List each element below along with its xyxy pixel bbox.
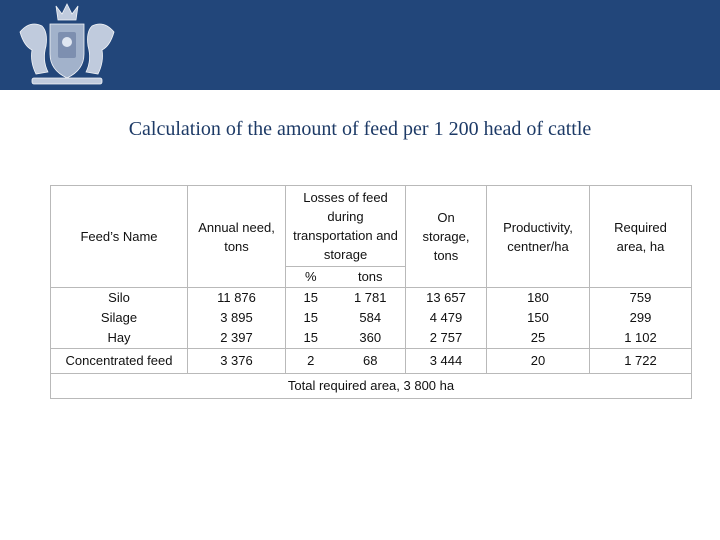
row-concentrated-annual: 3 376 bbox=[188, 349, 286, 374]
row-silage-losses-tons: 584 bbox=[359, 310, 382, 325]
header-productivity-text: Productivity, centner/ha bbox=[503, 219, 573, 254]
row-silo-storage: 13 657 bbox=[406, 288, 487, 309]
row-hay-annual: 2 397 bbox=[188, 328, 286, 349]
row-silage-area: 299 bbox=[590, 308, 692, 328]
feed-calculation-table bbox=[50, 185, 692, 399]
header-feed-name: Feed’s Name bbox=[80, 228, 158, 244]
row-silage-annual: 3 895 bbox=[188, 308, 286, 328]
row-silo-productivity: 180 bbox=[487, 288, 590, 309]
row-hay-name: Hay bbox=[107, 330, 131, 345]
header-annual-need bbox=[188, 186, 286, 288]
header-banner bbox=[0, 0, 720, 90]
header-losses-percent: % bbox=[286, 267, 336, 288]
page-title: Calculation of the amount of feed per 1 200 head of cattle bbox=[128, 118, 592, 140]
row-silage-name: Silage bbox=[100, 310, 138, 325]
row-concentrated-name: Concentrated feed bbox=[51, 349, 188, 374]
row-silo-area: 759 bbox=[590, 288, 692, 309]
row-silo-losses-percent: 15 bbox=[286, 288, 336, 309]
header-on-storage bbox=[406, 186, 487, 288]
row-concentrated-productivity: 20 bbox=[487, 349, 590, 374]
row-hay-storage: 2 757 bbox=[406, 328, 487, 349]
row-silo-losses-tons: 1 781 bbox=[336, 288, 406, 309]
row-concentrated-losses-percent: 2 bbox=[286, 349, 336, 374]
header-productivity bbox=[487, 186, 590, 288]
row-silo-name: Silo bbox=[51, 288, 188, 309]
header-losses-tons: tons bbox=[336, 267, 406, 288]
row-concentrated-area: 1 722 bbox=[590, 349, 692, 374]
row-hay-losses-percent: 15 bbox=[286, 328, 336, 349]
row-hay-losses-tons: 360 bbox=[359, 330, 382, 345]
row-silage-productivity: 150 bbox=[487, 308, 590, 328]
coat-of-arms-icon bbox=[12, 2, 122, 88]
row-concentrated-storage: 3 444 bbox=[406, 349, 487, 374]
row-hay-area: 1 102 bbox=[590, 328, 692, 349]
row-silage-losses-percent: 15 bbox=[286, 308, 336, 328]
header-annual-need-text: Annual need, tons bbox=[198, 219, 275, 254]
header-losses-text: Losses of feed during transportation and storage bbox=[293, 190, 398, 262]
header-losses bbox=[286, 186, 406, 267]
header-required-area-text: Required area, ha bbox=[614, 219, 667, 254]
row-silage-storage: 4 479 bbox=[406, 308, 487, 328]
header-required-area bbox=[590, 186, 692, 288]
row-concentrated-losses-tons: 68 bbox=[336, 349, 406, 374]
row-silo-annual: 11 876 bbox=[188, 288, 286, 309]
header-on-storage-text: On storage, tons bbox=[422, 210, 470, 263]
total-required-area: Total required area, 3 800 ha bbox=[51, 374, 692, 399]
row-hay-productivity: 25 bbox=[487, 328, 590, 349]
